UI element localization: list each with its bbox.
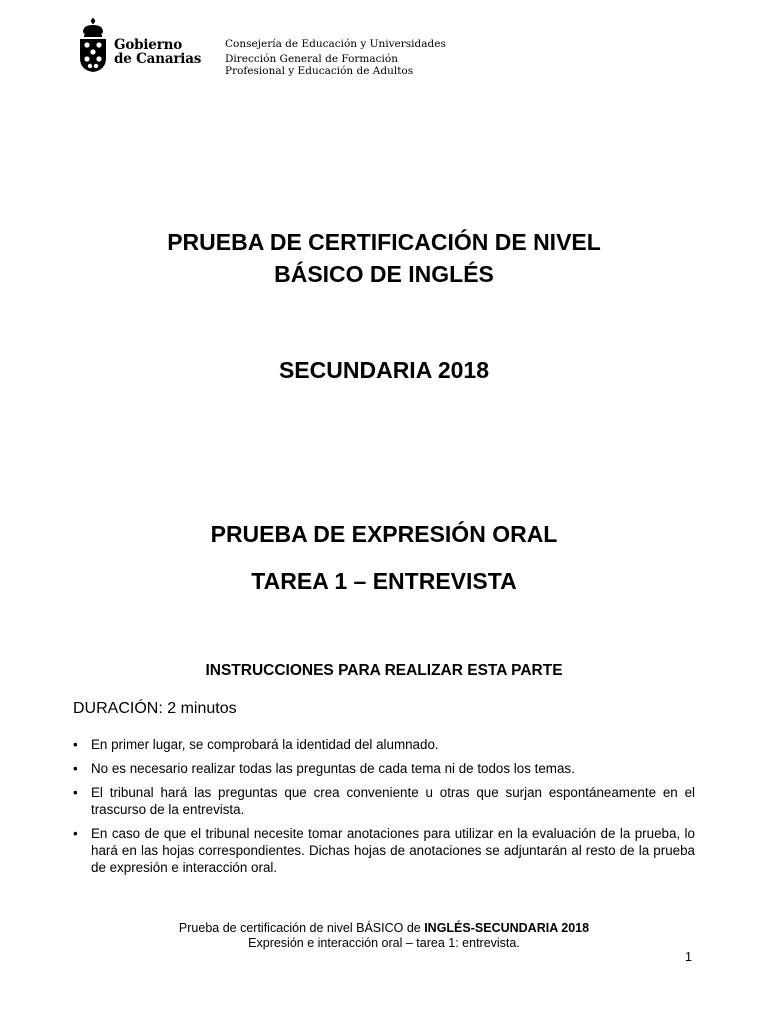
bullet-icon: • bbox=[73, 826, 78, 841]
document-title bbox=[0, 226, 768, 290]
instructions-heading: INSTRUCCIONES PARA REALIZAR ESTA PARTE bbox=[205, 662, 563, 679]
department-name bbox=[225, 38, 446, 77]
list-item-text: En caso de que el tribunal necesite tomar anotaciones para utilizar en la evaluación de la prueba, lo hará en las hojas correspondientes. Dichas hojas de anotaciones se adjuntarán al resto de la prueba de expresión e interacción oral. bbox=[91, 826, 695, 875]
title-line1: PRUEBA DE CERTIFICACIÓN DE NIVEL bbox=[167, 229, 601, 255]
dept-line2: Dirección General de Formación bbox=[225, 53, 398, 65]
list-item-text: No es necesario realizar todas las preguntas de cada tema ni de todos los temas. bbox=[91, 761, 575, 776]
bullet-icon: • bbox=[73, 737, 78, 752]
gov-name-line1: Gobierno bbox=[114, 37, 183, 53]
list-item bbox=[73, 825, 695, 876]
bullet-icon: • bbox=[73, 785, 78, 800]
task-heading: TAREA 1 – ENTREVISTA bbox=[251, 568, 517, 594]
dept-line3: Profesional y Educación de Adultos bbox=[225, 65, 414, 77]
footer-line2: Expresión e interacción oral – tarea 1: entrevista. bbox=[248, 936, 520, 950]
duration-label: DURACIÓN: bbox=[73, 700, 163, 717]
page-number: 1 bbox=[685, 950, 692, 964]
bullet-icon: • bbox=[73, 761, 78, 776]
duration bbox=[73, 700, 237, 718]
gov-name-line2: de Canarias bbox=[114, 51, 202, 67]
list-item bbox=[73, 760, 695, 777]
title-line2: BÁSICO DE INGLÉS bbox=[274, 261, 494, 287]
test-heading: PRUEBA DE EXPRESIÓN ORAL bbox=[210, 521, 558, 547]
government-name bbox=[114, 38, 201, 66]
year-heading: SECUNDARIA 2018 bbox=[278, 357, 490, 383]
list-item bbox=[73, 784, 695, 818]
page-footer bbox=[0, 921, 768, 951]
instruction-list bbox=[73, 736, 695, 883]
footer-line1 bbox=[0, 921, 768, 936]
footer-subject: INGLÉS-SECUNDARIA 2018 bbox=[424, 921, 590, 935]
duration-value: 2 minutos bbox=[167, 700, 237, 717]
list-item bbox=[73, 736, 695, 753]
list-item-text: El tribunal hará las preguntas que crea conveniente u otras que surjan espontáneamente en el trascurso de la entrevista. bbox=[91, 785, 695, 817]
dept-line1: Consejería de Educación y Universidades bbox=[225, 38, 446, 50]
list-item-text: En primer lugar, se comprobará la identidad del alumnado. bbox=[91, 737, 439, 752]
coat-of-arms-icon bbox=[78, 18, 108, 72]
footer-prefix: Prueba de certificación de nivel BÁSICO de bbox=[178, 921, 421, 935]
